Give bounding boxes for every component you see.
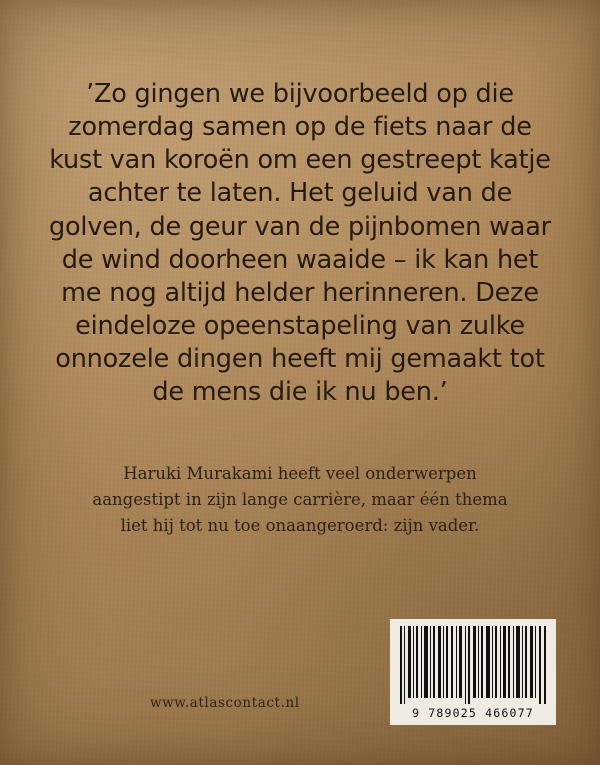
quote-text: ’Zo gingen we bijvoorbeeld op die zomerdag samen op de fiets naar de kust van koroën om een gestreept katje achter te laten. Het geluid van de golven, de geur van de pijnbomen waar de wind doorheen waaide – ik kan het me nog altijd helder herinneren. Deze eindeloze opeenstapeling van zulke onnozele dingen heeft mij gemaakt tot de mens die ik nu ben.’ [49,79,551,408]
publisher-website: www.atlascontact.nl [150,695,300,711]
barcode-bars-icon [398,626,548,704]
barcode-number: 9 789025 466077 [412,706,534,720]
cover-footer [0,615,600,725]
barcode [390,619,556,725]
blurb-text: Haruki Murakami heeft veel onderwerpen aangestipt in zijn lange carrière, maar één thema liet hij tot nu toe onaangeroerd: zijn vader. [92,464,508,535]
